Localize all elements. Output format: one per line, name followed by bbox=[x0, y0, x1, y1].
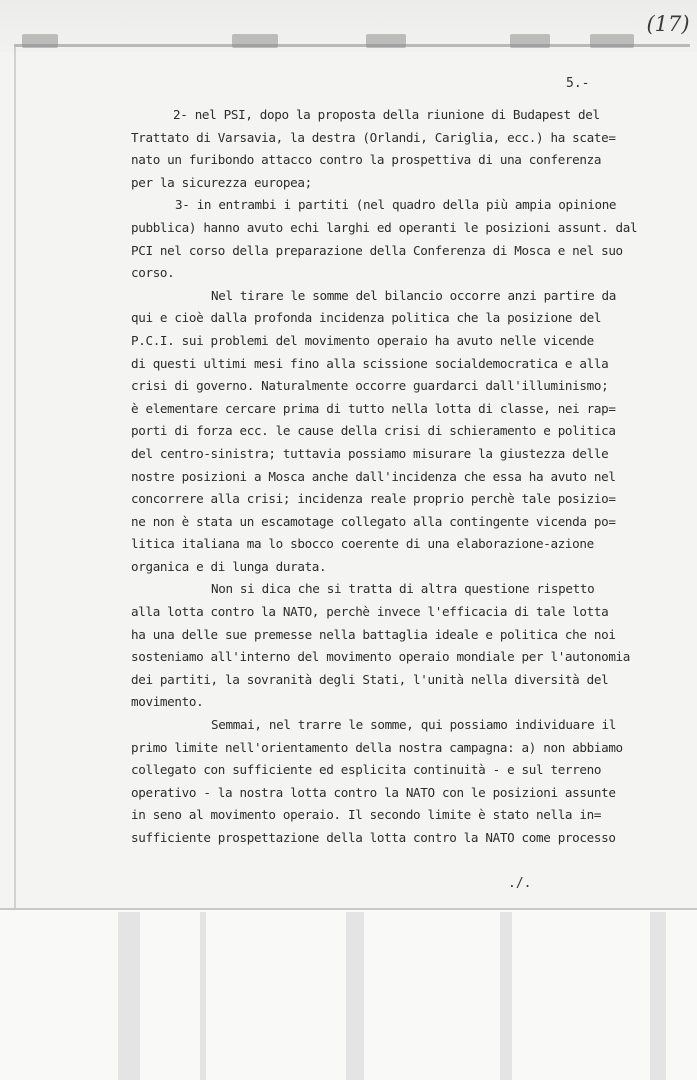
scan-shadow-stripe bbox=[500, 912, 512, 1080]
text-line: del centro-sinistra; tuttavia possiamo misurare la giustezza delle bbox=[131, 445, 609, 461]
document-body bbox=[131, 104, 676, 850]
text-line: porti di forza ecc. le cause della crisi di schieramento e politica bbox=[131, 423, 616, 439]
text-line: ha una delle sue premesse nella battaglia ideale e politica che noi bbox=[131, 626, 616, 642]
text-line: 3- in entrambi i partiti (nel quadro della più ampia opinione bbox=[175, 197, 617, 213]
text-line: nato un furibondo attacco contro la prospettiva di una conferenza bbox=[131, 152, 602, 168]
text-line: organica e di lunga durata. bbox=[131, 558, 327, 574]
text-line: sosteniamo all'interno del movimento operaio mondiale per l'autonomia bbox=[131, 649, 631, 665]
text-line: collegato con sufficiente ed esplicita continuità - e sul terreno bbox=[131, 762, 602, 778]
text-line: sufficiente prospettazione della lotta contro la NATO come processo bbox=[131, 830, 616, 845]
text-line: in seno al movimento operaio. Il secondo limite è stato nella in= bbox=[131, 807, 602, 823]
text-line: alla lotta contro la NATO, perchè invece l'efficacia di tale lotta bbox=[131, 604, 609, 620]
text-line: di questi ultimi mesi fino alla scissione socialdemocratica e alla bbox=[131, 355, 609, 371]
text-line: nostre posizioni a Mosca anche dall'incidenza che essa ha avuto nel bbox=[131, 468, 616, 484]
text-line: concorrere alla crisi; incidenza reale proprio perchè tale posizio= bbox=[131, 491, 616, 507]
page-number: 5.- bbox=[566, 76, 590, 91]
text-line: ne non è stata un escamotage collegato alla contingente vicenda po= bbox=[131, 513, 616, 529]
text-line: movimento. bbox=[131, 694, 204, 710]
scan-shadow-stripe bbox=[650, 912, 666, 1080]
text-line: Trattato di Varsavia, la destra (Orlandi, Cariglia, ecc.) ha scate= bbox=[131, 129, 616, 145]
text-line: PCI nel corso della preparazione della Conferenza di Mosca e nel suo bbox=[131, 242, 623, 258]
text-line: è elementare cercare prima di tutto nella lotta di classe, nei rap= bbox=[131, 400, 616, 416]
text-line: dei partiti, la sovranità degli Stati, l'unità nella diversità del bbox=[131, 671, 609, 687]
text-line: primo limite nell'orientamento della nostra campagna: a) non abbiamo bbox=[131, 739, 623, 755]
text-line: Non si dica che si tratta di altra questione rispetto bbox=[211, 581, 595, 597]
scan-shadow-stripe bbox=[200, 912, 206, 1080]
text-line: Nel tirare le somme del bilancio occorre anzi partire da bbox=[211, 287, 616, 303]
text-line: crisi di governo. Naturalmente occorre guardarci dall'illuminismo; bbox=[131, 378, 609, 394]
text-line: litica italiana ma lo sbocco coerente di una elaborazione-azione bbox=[131, 536, 594, 552]
text-line: Semmai, nel trarre le somme, qui possiamo individuare il bbox=[211, 717, 616, 733]
continuation-mark: ./. bbox=[508, 876, 532, 891]
scan-shadow-stripe bbox=[346, 912, 364, 1080]
text-line: 2- nel PSI, dopo la proposta della riunione di Budapest del bbox=[173, 107, 600, 122]
scan-shadow-stripe bbox=[118, 912, 140, 1080]
text-line: operativo - la nostra lotta contro la NATO con le posizioni assunte bbox=[131, 784, 616, 800]
archive-page-number: (17) bbox=[646, 12, 690, 36]
text-line: corso. bbox=[131, 265, 175, 281]
text-line: qui e cioè dalla profonda incidenza politica che la posizione del bbox=[131, 310, 602, 326]
text-line: per la sicurezza europea; bbox=[131, 174, 312, 190]
text-line: P.C.I. sui problemi del movimento operaio ha avuto nelle vicende bbox=[131, 332, 594, 348]
page-left-edge bbox=[14, 44, 16, 914]
text-line: pubblica) hanno avuto echi larghi ed operanti le posizioni assunt. dal bbox=[131, 219, 638, 235]
page-top-edge bbox=[14, 44, 690, 47]
